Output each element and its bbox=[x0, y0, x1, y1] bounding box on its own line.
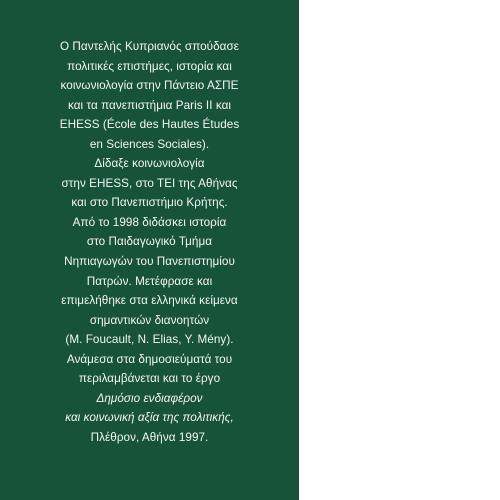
publication-info-line: Πλέθρον, Αθήνα 1997. bbox=[90, 430, 209, 444]
bio-line: Δίδαξε κοινωνιολογία bbox=[94, 157, 205, 171]
bio-line: στο Παιδαγωγικό Τμήμα bbox=[86, 235, 213, 249]
book-title-line: Δημόσιο ενδιαφέρον bbox=[96, 391, 203, 405]
bio-line: πολιτικές επιστήμες, ιστορία και bbox=[67, 59, 232, 73]
bio-line: περιλαμβάνεται και το έργο bbox=[78, 372, 221, 386]
bio-line: Ο Παντελής Κυπριανός σπούδασε bbox=[59, 40, 240, 53]
white-page-area bbox=[299, 0, 500, 500]
bio-line: en Sciences Sociales). bbox=[89, 137, 210, 151]
bio-line: Ανάμεσα στα δημοσιεύματά του bbox=[66, 352, 233, 366]
author-biography bbox=[0, 37, 299, 447]
bio-line: Από το 1998 διδάσκει ιστορία bbox=[72, 215, 227, 229]
bio-line: EHESS (École des Hautes Études bbox=[59, 118, 240, 132]
bio-line: και στο Πανεπιστήμιο Κρήτης. bbox=[71, 196, 228, 210]
bio-line: στην EHESS, στο ΤΕΙ της Αθήνας bbox=[61, 176, 238, 190]
bio-line: Νηπιαγωγών του Πανεπιστημίου bbox=[64, 255, 235, 269]
bio-line: σημαντικών διανοητών bbox=[89, 313, 210, 327]
bio-line: (M. Foucault, N. Elias, Y. Mény). bbox=[65, 333, 234, 347]
bio-line: κοινωνιολογία στην Πάντειο ΑΣΠΕ bbox=[60, 79, 239, 93]
bio-line: και τα πανεπιστήμια Paris II και bbox=[67, 98, 232, 112]
book-title-line: και κοινωνική αξία της πολιτικής, bbox=[65, 411, 234, 425]
bio-line: Πατρών. Μετέφρασε και bbox=[86, 274, 213, 288]
bio-line: επιμελήθηκε στα ελληνικά κείμενα bbox=[61, 294, 238, 308]
